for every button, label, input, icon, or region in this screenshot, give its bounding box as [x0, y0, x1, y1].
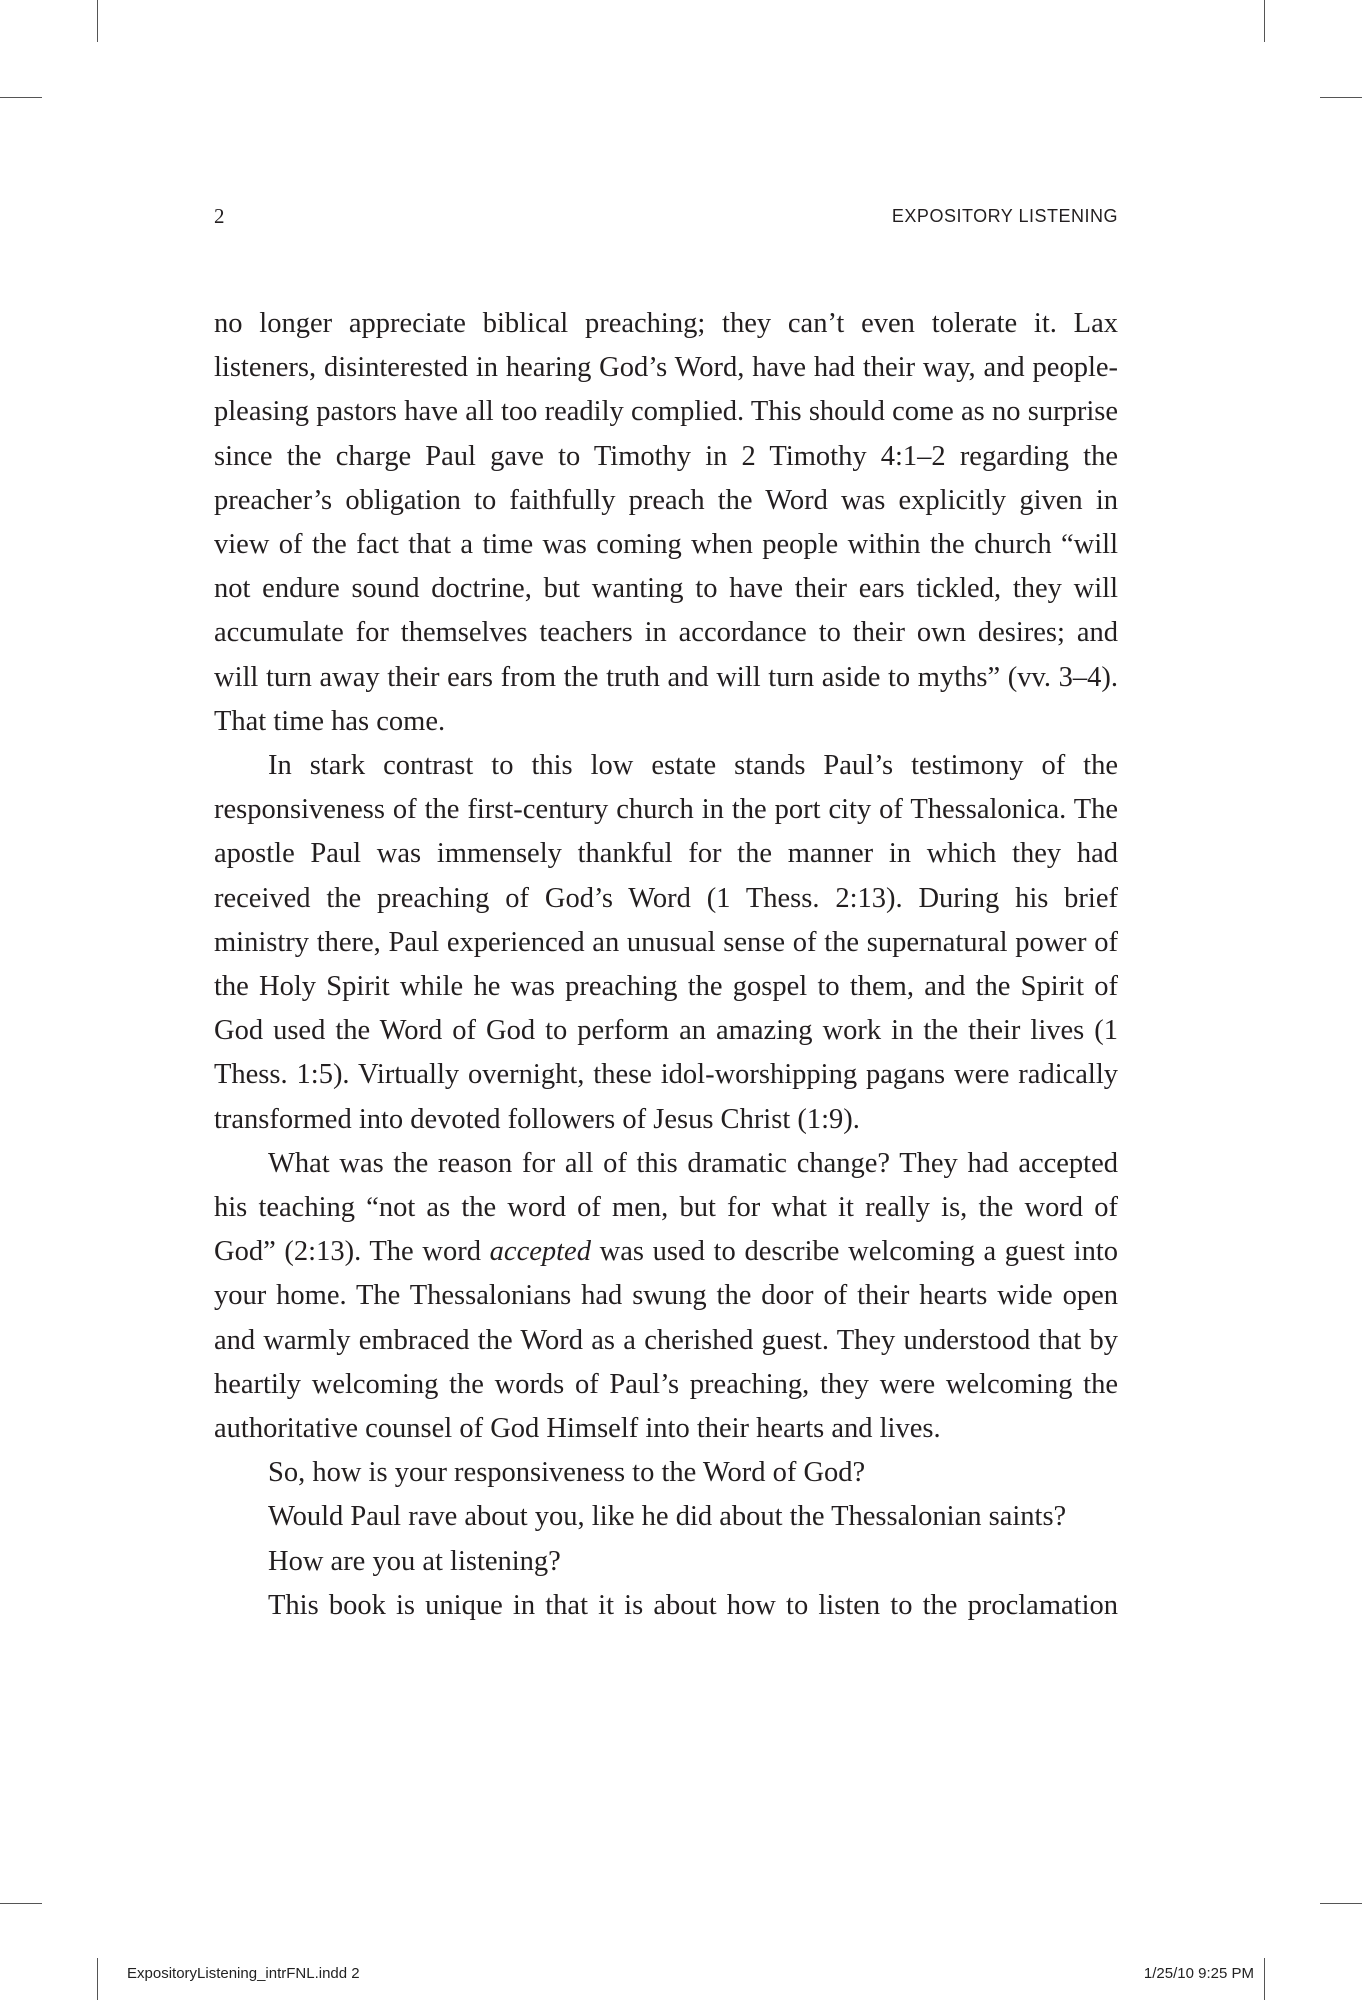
crop-mark-top-right [1264, 0, 1265, 42]
crop-mark-top-left [97, 0, 98, 42]
crop-mark-bottom-right [1264, 1958, 1265, 2000]
paragraph-1: no longer appreciate biblical preaching; they can’t even tolerate it. Lax listeners, disinterested in hearing God’s Word, have had their way, and people-pleasing pastors have all too readily complied. This should come as no surprise since the charge Paul gave to Timothy in 2 Timothy 4:1–2 regarding the preacher’s obligation to faithfully preach the Word was explicitly given in view of the fact that a time was coming when people within the church “will not endure sound doctrine, but wanting to have their ears tickled, they will accumulate for themselves teachers in accordance to their own desires; and will turn away their ears from the truth and will turn aside to myths” (vv. 3–4). That time has come. [214, 308, 1118, 737]
paragraph-5: Would Paul rave about you, like he did about the Thessalonian saints? [268, 1501, 1067, 1533]
body-text [214, 302, 1118, 1628]
italic-word-accepted: accepted [489, 1236, 591, 1268]
slug-timestamp: 1/25/10 9:25 PM [1143, 1965, 1254, 1982]
crop-mark-right-bottom [1320, 1903, 1362, 1904]
paragraph-3-text-a: What was the reason for all of this dramatic change? They had accepted his teaching “not as the word of men, but for what it really is, the word of God” (2:13). The word [214, 1147, 1118, 1268]
paragraph-3-text-b: was used to describe welcoming a guest into your home. The Thessalonians had swung the door of their hearts wide open and warmly embraced the Word as a cherished guest. They understood that by heartily welcoming the words of Paul’s preaching, they were welcoming the authoritative counsel of God Himself into their hearts and lives. [214, 1236, 1118, 1445]
crop-mark-bottom-left [97, 1958, 98, 2000]
running-head [214, 204, 1118, 228]
paragraph-7: This book is unique in that it is about how to listen to the proclamation [268, 1589, 1118, 1621]
page-number: 2 [214, 204, 225, 228]
book-title: EXPOSITORY LISTENING [891, 206, 1118, 226]
paragraph-2: In stark contrast to this low estate stands Paul’s testimony of the responsiveness of the first-century church in the port city of Thessalonica. The apostle Paul was immensely thankful for the manner in which they had received the preaching of God’s Word (1 Thess. 2:13). During his brief ministry there, Paul experienced an unusual sense of the supernatural power of the Holy Spirit while he was preaching the gospel to them, and the Spirit of God used the Word of God to perform an amazing work in the their lives (1 Thess. 1:5). Virtually overnight, these idol-worshipping pagans were radically transformed into devoted followers of Jesus Christ (1:9). [214, 750, 1118, 1135]
paragraph-3 [214, 1142, 1118, 1451]
paragraph-6: How are you at listening? [268, 1545, 561, 1577]
slug-filename: ExpositoryListening_intrFNL.indd 2 [127, 1965, 360, 1982]
crop-mark-left-bottom [0, 1903, 42, 1904]
paragraph-4: So, how is your responsiveness to the Word of God? [268, 1457, 866, 1489]
crop-mark-left-top [0, 97, 42, 98]
crop-mark-right-top [1320, 97, 1362, 98]
